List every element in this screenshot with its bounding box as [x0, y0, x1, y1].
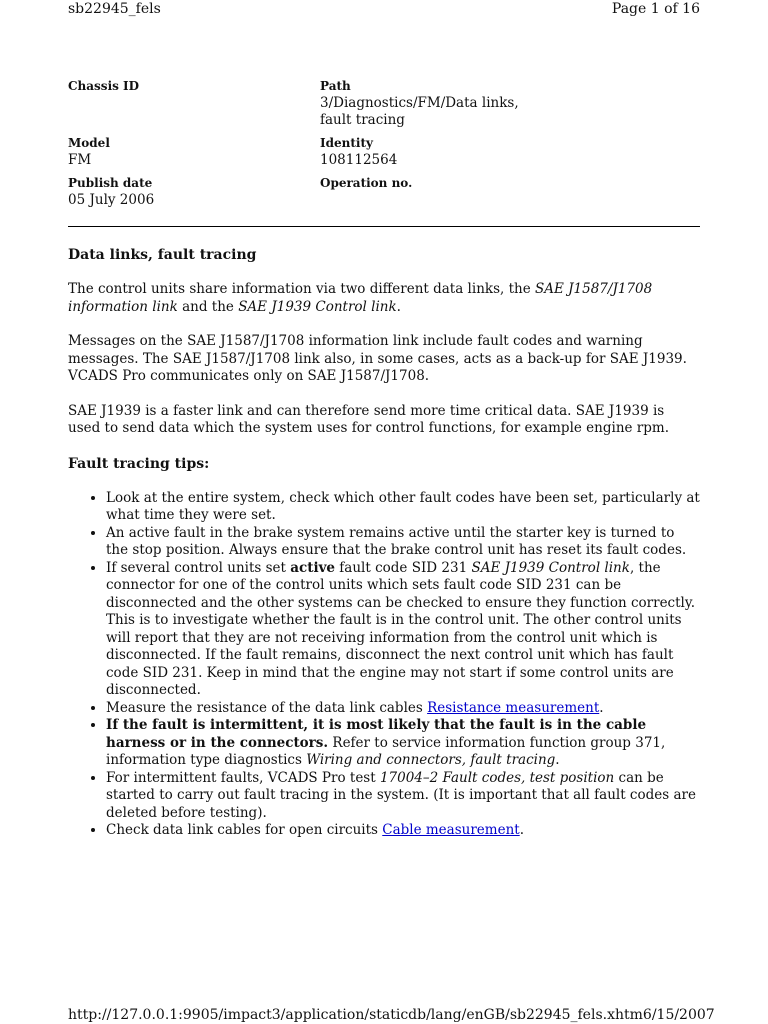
path-value: 3/Diagnostics/FM/Data links, fault tracing: [320, 95, 519, 128]
tip3-active: active: [290, 559, 336, 576]
operation-no-field: [320, 175, 700, 209]
tip3-link-name: SAE J1939 Control link: [471, 559, 630, 576]
document-title: Data links, fault tracing: [68, 247, 257, 263]
page-footer: [68, 1006, 715, 1024]
tip5-italic: Wiring and connectors, fault tracing: [306, 752, 556, 768]
identity-field: [320, 135, 700, 169]
chassis-id-label: Chassis ID: [68, 79, 140, 93]
tips-heading: Fault tracing tips:: [68, 455, 210, 472]
publish-date-value: 05 July 2006: [68, 192, 155, 208]
tip3-text-2: fault code SID 231: [335, 559, 472, 576]
document-id: sb22945_fels: [68, 1, 161, 17]
intro-link-name-2: SAE J1939 Control link: [238, 298, 397, 315]
tips-list: [68, 490, 700, 840]
intro-text-2: and the: [177, 298, 239, 315]
model-field: [68, 135, 320, 169]
chassis-id-field: [68, 78, 320, 129]
tip-item-system: • Look at the entire system, check which other fault codes have been set, particularly at what time they were set.: [106, 490, 700, 525]
j1939-paragraph: SAE J1939 is a faster link and can therefore send more time critical data. SAE J1939 is used to send data which the system uses for control functions, for example engine rpm.: [68, 402, 669, 436]
page-header: [68, 0, 700, 18]
resistance-measurement-link[interactable]: Resistance measurement: [427, 699, 600, 716]
intro-text-3: .: [396, 298, 401, 315]
tip7-text-1: Check data link cables for open circuits: [106, 822, 383, 838]
tip6-italic: 17004–2 Fault codes, test position: [379, 769, 615, 786]
tip-item-resistance: [106, 700, 700, 718]
tip6-text-1: For intermittent faults, VCADS Pro test: [106, 769, 380, 786]
tip5-bold: If the fault is intermittent, it is most likely that the fault is in the cable harness or in the connectors.: [106, 717, 647, 751]
publish-date-label: Publish date: [68, 176, 153, 190]
path-label: Path: [320, 79, 351, 93]
tip6-text-2: can be started to carry out fault tracing in the system. (It is important that all fault codes are deleted before testing).: [106, 769, 696, 821]
path-field: [320, 78, 700, 129]
header-divider: [68, 226, 700, 227]
identity-value: 108112564: [320, 152, 398, 168]
intro-text-1: The control units share information via two different data links, the: [68, 281, 535, 297]
tip3-text-1: If several control units set: [106, 559, 291, 576]
cable-measurement-link[interactable]: Cable measurement: [382, 822, 520, 838]
document-body: [68, 246, 700, 840]
footer-url: http://127.0.0.1:9905/impact3/application/staticdb/lang/enGB/sb22945_fels.xhtm: [68, 1007, 643, 1023]
document-metadata: [68, 78, 700, 209]
operation-no-value: [320, 192, 700, 209]
tip-item-vcads: [106, 770, 700, 823]
tip-item-intermittent: [106, 717, 700, 770]
tip5-text-1: Refer to service information function group 371, information type diagnostics: [106, 734, 666, 768]
tip-item-brake: • An active fault in the brake system remains active until the starter key is turned to the stop position. Always ensure that the brake control unit has reset its fault codes.: [106, 525, 700, 560]
intro-paragraph: [68, 281, 700, 316]
operation-no-label: Operation no.: [320, 176, 413, 190]
tip7-text-2: .: [519, 822, 524, 838]
tip3-text-3: , the connector for one of the control units which sets fault code SID 231 can be disconnected and the other systems can be checked to ensure they function correctly. This is to investigate whether the fault is in the control unit. The other control units will report that they are not receiving information from the control unit which is disconnected. If the fault remains, disconnect the next control unit which has fault code SID 231. Keep in mind that the engine may not start if some control units are disconnected.: [106, 559, 695, 698]
model-value: FM: [68, 152, 92, 168]
tip-item-cables: [106, 822, 700, 840]
chassis-id-value: [68, 95, 320, 112]
intro-link-name-1: SAE J1587/J1708 information link: [68, 281, 653, 315]
identity-label: Identity: [320, 136, 373, 150]
messages-paragraph: Messages on the SAE J1587/J1708 information link include fault codes and warning messages. The SAE J1587/J1708 link also, in some cases, acts as a back-up for SAE J1939. VCADS Pro communicates only on SAE J1587/J1708.: [68, 333, 687, 384]
tip-item-disconnect: [106, 560, 700, 700]
tip4-text-1: Measure the resistance of the data link cables: [106, 699, 428, 716]
tip5-text-2: .: [555, 752, 560, 768]
publish-date-field: [68, 175, 320, 209]
model-label: Model: [68, 136, 110, 150]
tip4-text-2: .: [599, 699, 604, 716]
footer-date: 6/15/2007: [642, 1007, 715, 1023]
page-number: Page 1 of 16: [611, 1, 700, 17]
